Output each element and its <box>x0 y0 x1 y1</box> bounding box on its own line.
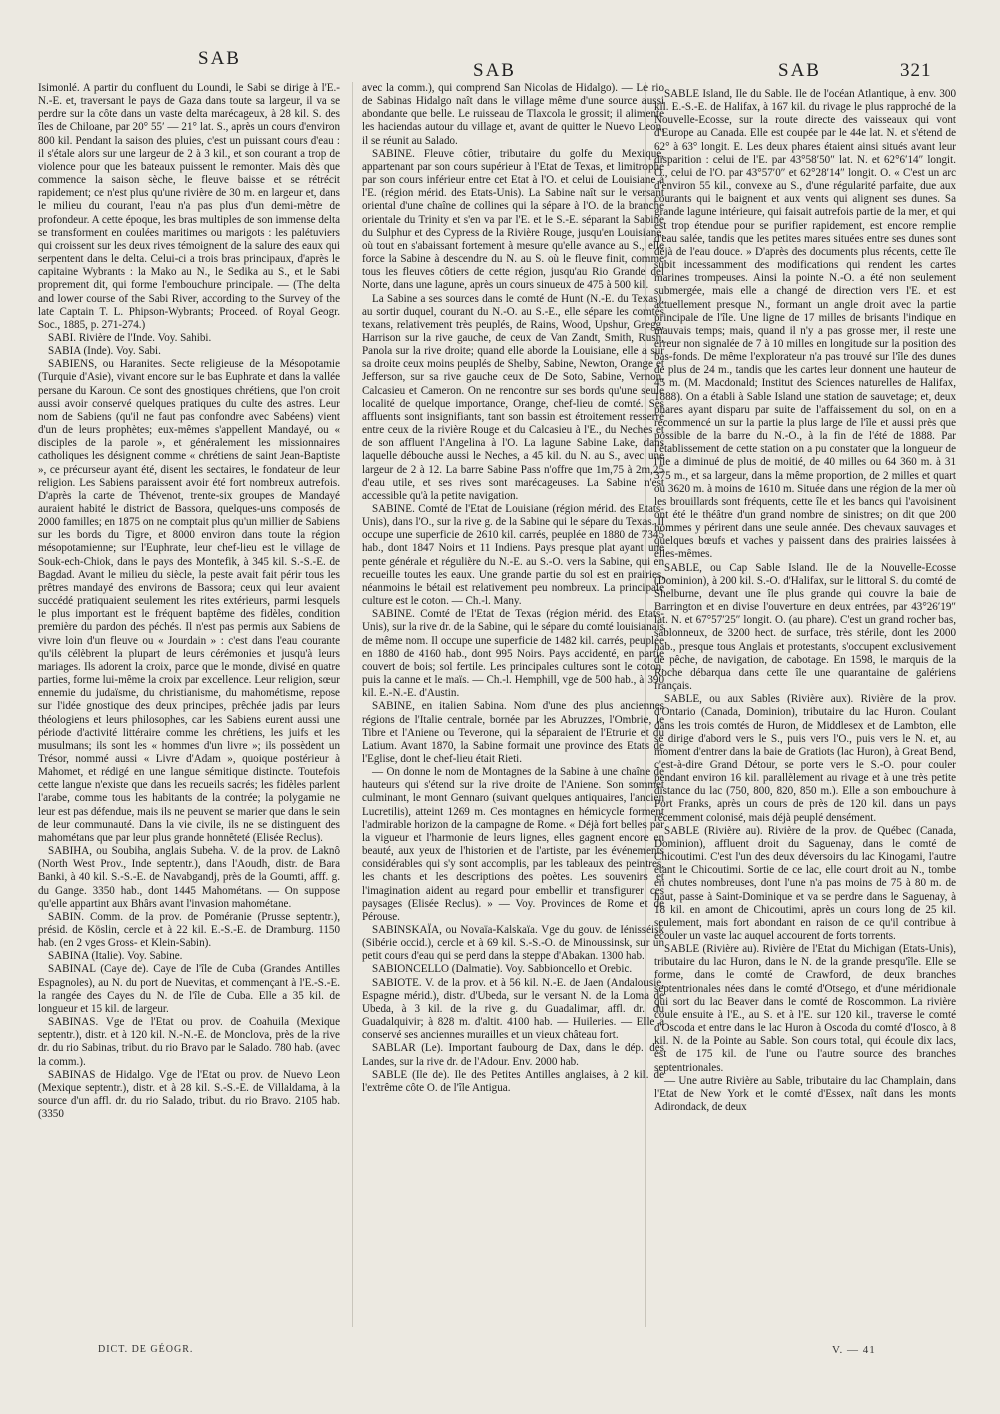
entry-paragraph: SABIN. Comm. de la prov. de Poméranie (Prusse septentr.), présid. de Köslin, cercle et à 22 kil. E.-S.-E. de Dramburg. 1150 hab. (en 2 vges Gross- et Klein-Sabin). <box>38 910 340 950</box>
entry-paragraph: SABLE (Rivière au). Rivière de la prov. de Québec (Canada, Dominion), affluent droit du Saguenay, dans le comté de Chicoutimi. C'est l'un des deux déversoirs du lac Kinogami, l'autre étant le Chicoutimi. Sortie de ce lac, elle court droit au N., tombe en chutes nombreuses, dont l'une n'a pas moins de 75 à 80 m. de haut, passe à Saint-Dominique et va se perdre dans le Saguenay, à 18 kil. en amont de Chicoutimi, après un cours long de 25 kil. seulement, mais fort abondant en raison de ce qu'il contribue à écouler un vaste lac auquel accourent de forts torrents. <box>654 824 956 942</box>
entry-paragraph: — On donne le nom de Montagnes de la Sabine à une chaîne de hauteurs qui s'étend sur la rive droite de l'Aniene. Son sommet culminant, le mont Gennaro (suivant quelques antiquaires, l'ancien Lucretilis), atteint 1269 m. Ces montagnes en hémicycle forment l'admirable horizon de la campagne de Rome. « Déjà fort belles par la vigueur et l'harmonie de leurs lignes, elles gagnent encore en beauté, aux yeux de l'historien et de l'artiste, par les événements considérables qui s'y sont accomplis, par les tableaux des peintres, les chants et les descriptions des poètes. Les souvenirs et l'imagination aident au regard pour embellir et transfigurer ces paysages (Elisée Reclus). » — Voy. Provinces de Rome et de Pérouse. <box>362 766 664 923</box>
entry-paragraph: SABINE. Comté de l'Etat de Louisiane (région mérid. des Etats-Unis), dans l'O., sur la rive g. de la Sabine qui le sépare du Texas. Il occupe une superficie de 2610 kil. carrés, peuplée en 1880 de 7345 hab., dont 1847 Noirs et 11 Indiens. Pays presque plat ayant une pente générale et régulière du N.-E. au S.-O. vers la Sabine, qui en recueille toutes les eaux. Une grande partie du sol est en prairies, néanmoins le bétail est relativement peu nombreux. La principale culture est le coton. — Ch.-l. Many. <box>362 503 664 608</box>
sheet-mark: V. — 41 <box>832 1344 876 1356</box>
entry-paragraph: SABIENS, ou Haranites. Secte religieuse de la Mésopotamie (Turquie d'Asie), vivant encore sur le bas Euphrate et dans la vallée persane du Karoun. Ce sont des gnostiques chrétiens, que l'on croit aussi avoir conservé quelques pratiques du culte des astres. Leur nom de Sabiens (qu'il ne faut pas confondre avec Sabéens) vient d'un de leurs prophètes; eux-mêmes s'appellent Mandayé, ou « disciples de la parole », et généralement les missionnaires catholiques les désignent comme « chrétiens de saint Jean-Baptiste », ce précurseur ayant été, disent les sectaires, le fondateur de leur religion. Les Sabiens paraissent avoir été fort nombreux autrefois. D'après la carte de Thévenot, trente-six groupes de Mandayé auraient habité le district de Bassora, quelques-uns composés de 2000 familles; en 1875 on ne comptait plus qu'un millier de Sabiens sur les bords du Tigre, et 8000 environ dans toute la région mésopotamienne; sur l'Euphrate, leur chef-lieu est le village de Souk-ech-Chiok, dans le pays des Montefik, à 345 kil. S.-S.-E. de Bagdad. Avant le milieu du siècle, la peste avait fait périr tous les prêtres mandayé des environs de Bassora; ceux qui leur avaient succédé pratiquaient seulement les rites extérieurs, parmi lesquels le plus important est le fréquent baptême des fidèles, condition première du pardon des péchés. Il n'est pas permis aux Sabiens de vivre loin d'un fleuve ou « Jourdain » : c'est dans l'eau courante qu'ils célèbrent la plupart de leurs cérémonies et jusqu'à leurs mariages. Ils adorent la croix, parce que le monde, divisé en quatre parties, forme lui-même la croix par excellence. Leur religion, sœur ennemie du judaïsme, du christianisme, du mahométisme, repose sur l'idée gnostique des deux principes, prêchée jadis par leurs théologiens et leurs philosophes, car les Sabiens eurent aussi une période d'activité littéraire comme les chrétiens, les juifs et les musulmans; ils sont les « hommes d'un livre »; ils possèdent un Trésor, nommé aussi « Livre d'Adam », quoique postérieur à Mahomet, et rédigé en une langue sémitique distincte. Toutefois cette langue n'existe que dans les recueils sacrés; les fidèles parlent l'arabe, comme tous les habitants de la contrée; la polygamie ne leur est pas défendue, mais ils ne peuvent se marier que dans le sein de leur communauté. Dans la vie civile, ils ne se distinguent des mahométans que par leur plus grande honnêteté (Elisée Reclus). <box>38 358 340 844</box>
page-number: 321 <box>900 60 932 81</box>
entry-paragraph: SABINA (Italie). Voy. Sabine. <box>48 950 183 963</box>
running-head-right: SAB <box>778 60 821 81</box>
entry-paragraph: SABLE Island, Ile du Sable. Ile de l'océan Atlantique, à env. 300 kil. E.-S.-E. de Halifax, à 167 kil. du rivage le plus rapproché de la Nouvelle-Ecosse, sur la route directe des vaisseaux qui vont d'Europe au Canada. Elle est coupée par le 44e lat. N. et s'étend de 62° à 63° longit. E. Les deux phares étaient ainsi situés avant leur disparition : celui de l'E. par 43°58′50″ lat. N. et 62°6′14″ longit. O., celui de l'O. par 43°57′0″ et 62°28′14″ longit. O. « C'est un arc d'environ 55 kil., convexe au S., d'une régularité parfaite, due aux courants qui le baignent et aux vents qui alignent ses dunes. Sa grande lagune intérieure, qui faisait autrefois partie de la mer, et qui est trop étendue pour se purifier rapidement, est encore remplie d'eau salée, tandis que les petites mares situées entre ses dunes sont déjà de l'eau douce. » D'après des documents plus récents, cette île subit incessamment des modifications qui rendent les cartes marines trompeuses. Ainsi la pointe N.-O. a été non seulement submergée, mais elle a changé de direction vers l'E. et est actuellement presque N., formant un angle droit avec la partie principale de l'île. Une ligne de 17 milles de brisants l'indique en mauvais temps; mais, quand il n'y a pas grosse mer, il reste une erreur non signalée de 7 à 10 milles en longitude sur la position des bas-fonds. De même l'explorateur n'a pas trouvé sur l'île des dunes de plus de 24 m., tandis que les cartes leur donnent une hauteur de 45 m. (M. Macdonald; Institut des Sciences naturelles de Halifax, 1888). On a établi à Sable Island une station de sauvetage; et, deux phares ayant disparu par suite de l'affaissement du sol, on en a recommencé un sur la partie la plus large de l'île et aussi près que possible de la barre du N.-O., à la fin de l'été de 1888. Par l'établissement de cette station on a pu constater que la longueur de l'île a diminué de plus de moitié, de 40 milles ou 64 360 m. à 31 375 m., et sa largeur, dans la même proportion, de 2 milles et quart ou 3620 m. à moins de 1610 m. Située dans une région de la mer où les brouillards sont fréquents, cette île et les bancs qui l'avoisinent ont été le théâtre d'un grand nombre de sinistres; on dit que 200 hommes y périrent dans une seule année. Des chevaux sauvages et quelques bœufs et vaches y paissent dans des prairies laissées à elles-mêmes. <box>654 88 956 561</box>
entry-paragraph: SABINE. Comté de l'Etat de Texas (région mérid. des Etats-Unis), sur la rive dr. de la Sabine, qui le sépare du comté louisianais de même nom. Il occupe une superficie de 1482 kil. carrés, peuplée en 1880 de 4160 hab., dont 995 Noirs. Pays accidenté, en partie couvert de bois; sol fertile. Les principales cultures sont le coton, puis la canne et le maïs. — Ch.-l. Hemphill, vge de 500 hab., à 390 kil. E.-N.-E. d'Austin. <box>362 608 664 700</box>
entry-paragraph: SABI. Rivière de l'Inde. Voy. Sahibi. <box>48 331 212 344</box>
entry-paragraph: — Une autre Rivière au Sable, tributaire du lac Champlain, dans l'Etat de New York et le comté d'Essex, naît dans les monts Adirondack, de deux <box>654 1074 956 1114</box>
entry-paragraph: SABLE (Ile de). Ile des Petites Antilles anglaises, à 2 kil. de l'extrême côte O. de l'île Antigua. <box>362 1068 664 1094</box>
running-head-left: SAB <box>198 48 241 69</box>
entry-paragraph: SABLE, ou aux Sables (Rivière aux). Rivière de la prov. d'Ontario (Canada, Dominion), tributaire du lac Huron. Coulant dans les trois comtés de Huron, de Middlesex et de Lambton, elle se dirige d'abord vers le S., puis vers l'O., puis vers le N. et, au moment d'entrer dans la baie de Gratiots (lac Huron), à Great Bend, c'est-à-dire Grand Détour, se porte vers le S.-O. pour couler pendant environ 16 kil. parallèlement au rivage et à une très petite distance du lac (750, 800, 820, 850 m.). Elle a son embouchure à Port Franks, après un cours de près de 120 kil. dans un pays récemment colonisé, mais déjà peuplé densément. <box>654 693 956 824</box>
printer-signature: DICT. DE GÉOGR. <box>98 1344 194 1355</box>
entry-paragraph: SABLAR (Le). Important faubourg de Dax, dans le dép. des Landes, sur la rive dr. de l'Adour. Env. 2000 hab. <box>362 1042 664 1068</box>
entry-paragraph: SABLE (Rivière au). Rivière de l'Etat du Michigan (Etats-Unis), tributaire du lac Huron, dans le N. de la grande presqu'île. Elle se forme, dans le comté de Crawford, de deux branches septentrionales nées dans le comté d'Otsego, et d'une méridionale qui sort du lac Beaver dans le comté de Roscommon. La rivière coule ensuite à l'E., au S. et à l'E. sur 120 kil., traverse le comté d'Oscoda et entre dans le lac Huron à Oscoda du comté d'Iosco, à 8 kil. N. de la Pointe au Sable. Son cours total, qui écoule dix lacs, est de 175 kil. de l'une ou l'autre source des branches septentrionales. <box>654 943 956 1074</box>
entry-paragraph: avec la comm.), qui comprend San Nicolas de Hidalgo). — Le rio de Sabinas Hidalgo naît dans le village même d'une source aussi abondante que belle. Le ruisseau de Tlaxcola le grossit; il alimente les haciendas autour du village et, avant de quitter le Nuevo Leon, il se réunit au Salado. <box>362 82 664 147</box>
column-2 <box>362 82 664 1327</box>
column-3 <box>654 88 956 1333</box>
entry-paragraph: SABIA (Inde). Voy. Sabi. <box>48 345 161 358</box>
entry-paragraph: SABINE. Fleuve côtier, tributaire du golfe du Mexique, appartenant par son cours supérieur à l'Etat de Texas, et limitrophe par son cours inférieur entre cet Etat à l'O. et celui de Louisiane à l'E. (région mérid. des Etats-Unis). La Sabine naît sur le versant oriental d'une chaîne de collines qui la sépare à l'O. de la branche orientale du Trinity et s'en va par l'E. et le S.-E. séparant la Sabine du Sulphur et des Cypress de la Rivière Rouge, jusqu'en Louisiane, où tout en s'abaissant fortement à mesure qu'elle avance au S., elle force la Sabine à descendre du N. au S. où le fleuve finit, comme tous les fleuves côtiers de cette région, jusqu'au Rio Grande del Norte, dans une lagune, après un cours sinueux de 475 à 500 kil. <box>362 147 664 292</box>
running-head-center: SAB <box>473 60 516 81</box>
entry-paragraph: SABINAS. Vge de l'Etat ou prov. de Coahuila (Mexique septentr.), distr. et à 120 kil. N.-N.-E. de Monclova, près de la rive dr. du rio Sabinas, tribut. du rio Bravo par le Salado. 780 hab. (avec la comm.). <box>38 1016 340 1068</box>
entry-paragraph: SABIONCELLO (Dalmatie). Voy. Sabbioncello et Orebic. <box>372 963 633 976</box>
entry-paragraph: SABIOTE. V. de la prov. et à 56 kil. N.-E. de Jaen (Andalousie, Espagne mérid.), distr. d'Ubeda, sur le versant N. de la Loma de Ubeda, à 3 kil. de la rive g. du Guadalimar, affl. dr. du Guadalquivir; à 828 m. d'altit. 4100 hab. — Huileries. — Elle a conservé ses anciennes murailles et un vieux château fort. <box>362 976 664 1042</box>
entry-paragraph: Isimonlé. A partir du confluent du Loundi, le Sabi se dirige à l'E.-N.-E. et, traversant le pays de Gaza dans toute sa largeur, il va se perdre sur la côte dans un vaste delta marécageux, à 28 kil. S. des îles de Chiloane, par 20° 55′ — 21° lat. S., après un cours d'environ 800 kil. Pendant la saison des pluies, c'est un puissant cours d'eau : il s'étale alors sur une largeur de 2 à 3 kil., et son courant a trop de violence pour que les bateaux puissent le remonter. Mais dès que commence la saison sèche, le fleuve baisse et se rétrécit rapidement; ce n'est plus qu'une rivière de 30 m. en largeur et, dans le milieu du courant, l'eau n'a pas plus d'un demi-mètre de profondeur. A cette époque, les bras multiples de son immense delta se transforment en coulées maritimes ou marigots : les palétuviers qui croissent sur les deux rives témoignent de la salure des eaux qui serpentent dans le delta. Celui-ci a trois bras principaux, d'après le capitaine Wybrants : la Mako au N., le Sedika au S., et le Sabi proprement dit, qui forme l'embouchure principale. — (The delta and lower course of the Sabi River, according to the Survey of the late Captain T. L. Phipson-Wybrants; Proceed. of Royal Geogr. Soc., 1885, p. 271-274.) <box>38 82 340 331</box>
entry-paragraph: SABIHA, ou Soubiha, anglais Subeha. V. de la prov. de Laknô (North West Prov., Inde septentr.), dans l'Aoudh, distr. de Bara Banki, à 40 kil. S.-S.-E. de Navabgandj, près de la Goumti, afff. g. du Gange. 3350 hab., dont 1445 Mahométans. — On suppose qu'elle appartint aux Bhârs avant l'invasion mahométane. <box>38 845 340 910</box>
entry-paragraph: SABINSKAÏA, ou Novaïa-Kalskaïa. Vge du gouv. de Iénisséisk (Sibérie occid.), cercle et à 69 kil. S.-S.-O. de Minoussinsk, sur un petit cours d'eau qui se perd dans la steppe d'Abakan. 1300 hab. <box>362 924 664 963</box>
entry-paragraph: SABINAS de Hidalgo. Vge de l'Etat ou prov. de Nuevo Leon (Mexique septentr.), distr. et à 28 kil. S.-S.-E. de Villaldama, à la source d'un affl. dr. du rio Salado, tribut. du rio Bravo. 2105 hab. (3350 <box>38 1068 340 1121</box>
column-rule-1 <box>352 82 353 1327</box>
entry-paragraph: SABINE, en italien Sabina. Nom d'une des plus anciennes régions de l'Italie centrale, bornée par les Abruzzes, l'Ombrie, le Tibre et l'Aniene ou Teverone, qui la séparaient de l'Etrurie et du Latium. Avant 1870, la Sabine formait une province des Etats de l'Eglise, dont le chef-lieu était Rieti. <box>362 700 664 765</box>
entry-paragraph: SABLE, ou Cap Sable Island. Ile de la Nouvelle-Ecosse (Dominion), à 200 kil. S.-O. d'Halifax, sur le littoral S. du comté de Shelburne, devant une île plus grande qui couvre la baie de Barrington et en divise l'ouverture en deux entrées, par 43°26′19″ lat. N. et 67°57′25″ longit. O. (au phare). C'est un grand rocher bas, sablonneux, de 3200 hect. de surface, très stérile, dont les 2000 hab., presque tous Anglais et protestants, s'occupent exclusivement de pêche, de navigation, de cabotage. En 1598, le marquis de la Roche débarqua dans cette île une quarantaine de galériens français. <box>654 561 956 693</box>
column-1 <box>38 82 340 1327</box>
entry-paragraph: SABINAL (Caye de). Caye de l'île de Cuba (Grandes Antilles Espagnoles), au N. du port de Nuevitas, et commençant à l'E.-S.-E. la rangée des Cayes du N. de l'île de Cuba. Elle a 35 kil. de longueur et 15 kil. de largeur. <box>38 963 340 1015</box>
entry-paragraph: La Sabine a ses sources dans le comté de Hunt (N.-E. du Texas), au sortir duquel, courant du N.-O. au S.-E., elle sépare les comtés texans, relativement très peuplés, de Rains, Wood, Upshur, Gregg, Harrison sur la rive gauche, de ceux de Van Zandt, Smith, Rush, Panola sur la rive droite; quand elle aborde la Louisiane, elle a sur sa droite ceux moins peuplés de Shelby, Sabine, Newton, Orange et Jefferson, sur sa rive gauche ceux de De Soto, Sabine, Vernon, Calcasieu et Cameron. On ne rencontre sur ses bords qu'une seule localité de quelque importance, Orange, chef-lieu de comté. Ses affluents sont insignifiants, tant son bassin est étroitement resserré entre ceux de la rivière Rouge et du Calcasieu à l'E., du Neches et de son affluent l'Angelina à l'O. La lagune Sabine Lake, dans laquelle débouche aussi le Neches, a 45 kil. du N. au S., avec une largeur de 2 à 12. La barre Sabine Pass n'offre que 1m,75 à 2m,25 d'eau utile, et ses rives sont marécageuses. La Sabine n'est accessible qu'à la petite navigation. <box>362 292 664 502</box>
